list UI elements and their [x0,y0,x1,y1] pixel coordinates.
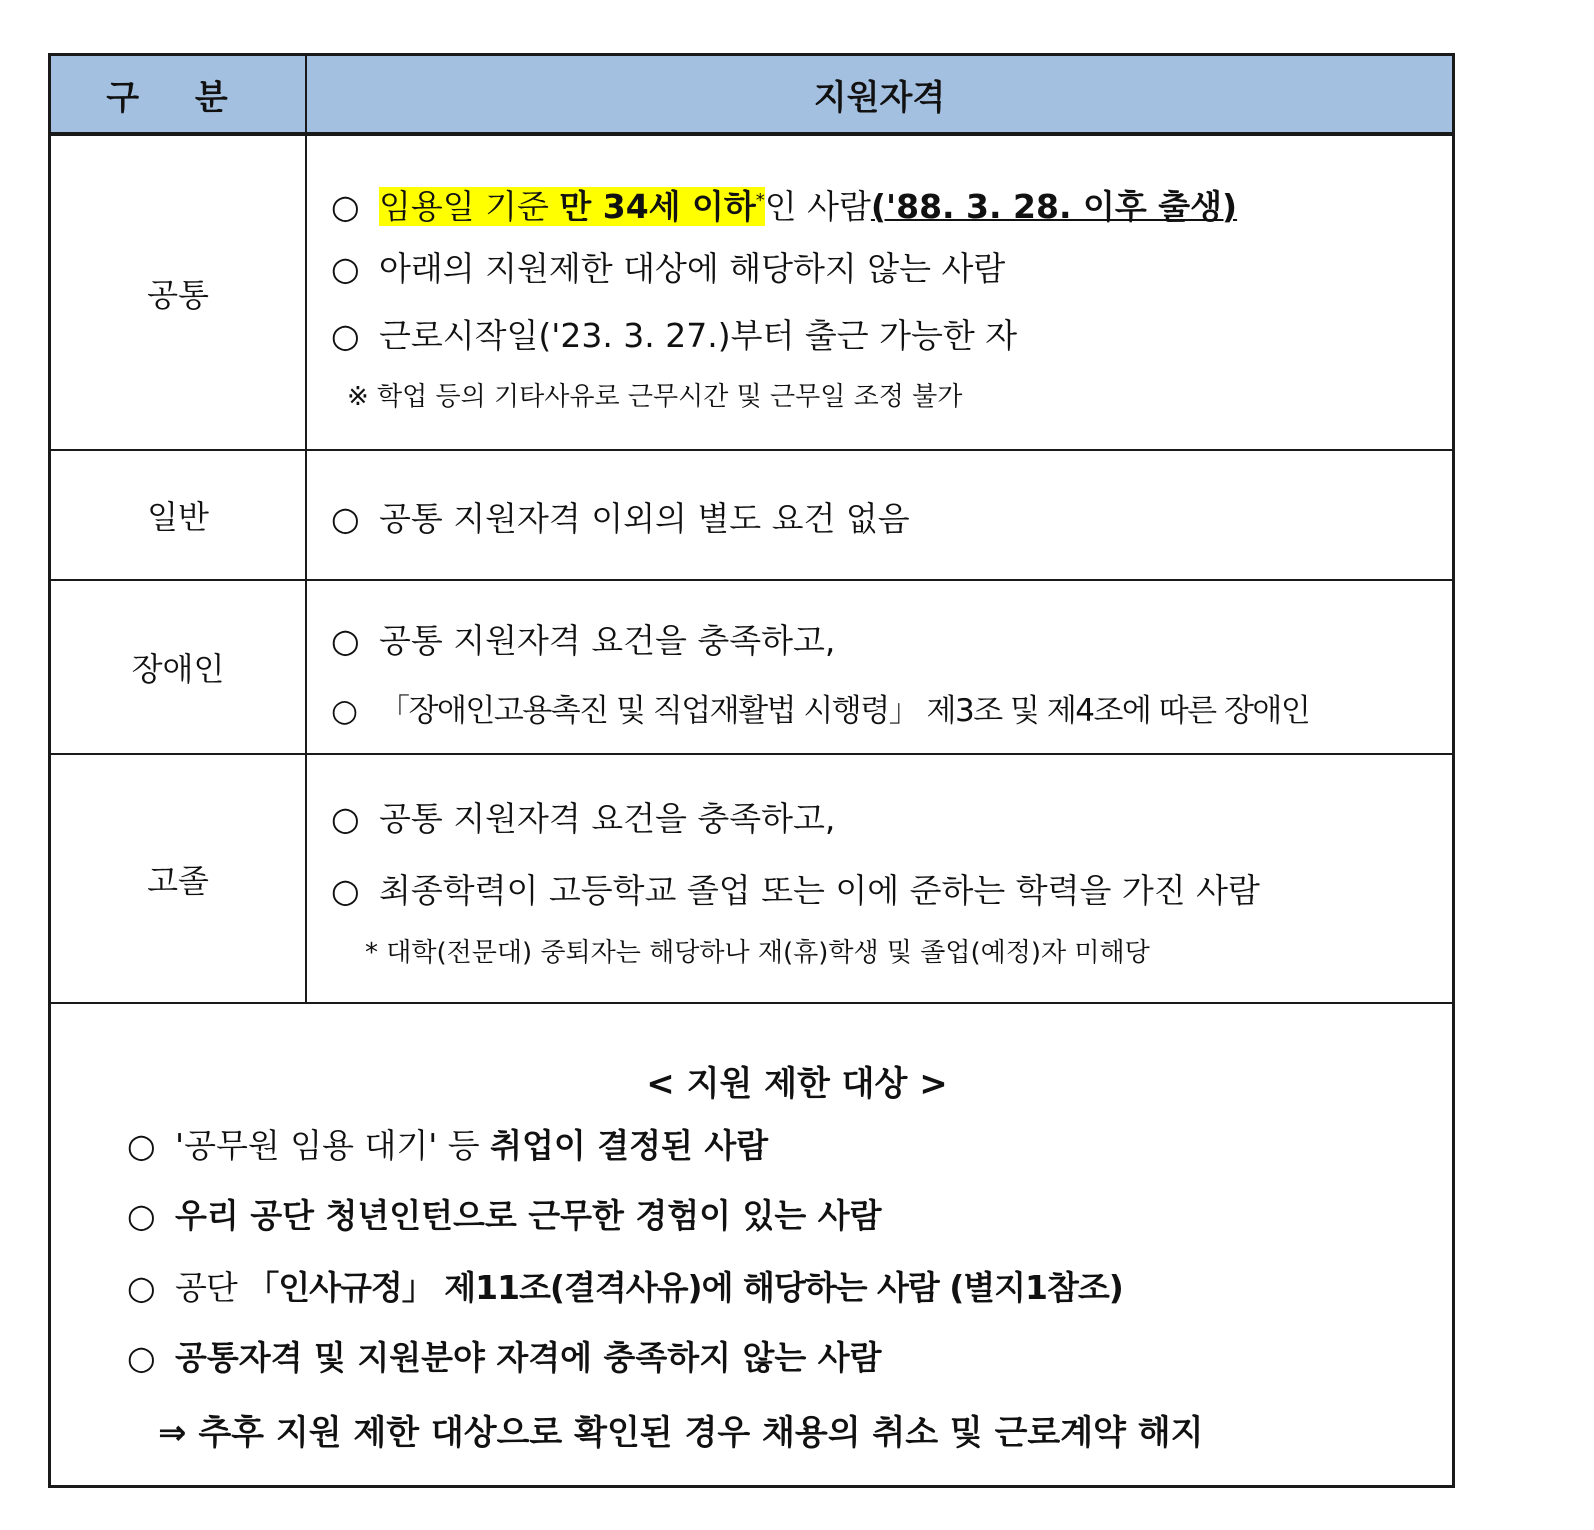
common-line-3: ○ 근로시작일('23. 3. 27.)부터 출근 가능한 자 [331,316,1018,355]
restrictions-title: < 지원 제한 대상 > [646,1064,948,1104]
restriction-item-4: ○ 공통자격 및 지원분야 자격에 충족하지 않는 사람 [127,1338,882,1377]
disabled-line-1: ○ 공통 지원자격 요건을 충족하고, [331,621,836,660]
bullet-icon: ○ [331,316,360,355]
bullet-icon: ○ [331,249,360,288]
bullet-icon: ○ [331,621,360,660]
disabled-line-2: ○ 「장애인고용촉진 및 직업재활법 시행령」 제3조 및 제4조에 따른 장애인 [331,693,1310,729]
highschool-note: * 대학(전문대) 중퇴자는 해당하나 재(휴)학생 및 졸업(예정)자 미해당 [365,938,1150,968]
bullet-icon: ○ [127,1338,156,1377]
restriction-item-2: ○ 우리 공단 청년인턴으로 근무한 경험이 있는 사람 [127,1196,882,1235]
row-label-highschool: 고졸 [51,755,307,1002]
restriction-item-3: ○ 공단 「인사규정」 제11조(결격사유)에 해당하는 사람 (별지1참조) [127,1268,1123,1307]
age-highlight: 임용일 기준 만 34세 이하* [379,187,765,226]
bullet-icon: ○ [127,1268,155,1307]
birth-date-underlined: ('88. 3. 28. 이후 출생) [870,187,1238,226]
row-label-common: 공통 [51,136,307,449]
table-row-highschool [51,755,1452,1004]
common-note: ※ 학업 등의 기타사유로 근무시간 및 근무일 조정 불가 [347,382,963,412]
common-line-2: ○ 아래의 지원제한 대상에 해당하지 않는 사람 [331,249,1006,288]
bullet-icon: ○ [331,799,360,838]
table-row-general [51,451,1452,581]
general-line-1: ○ 공통 지원자격 이외의 별도 요건 없음 [331,499,910,538]
table-row-disabled [51,581,1452,755]
highschool-line-2: ○ 최종학력이 고등학교 졸업 또는 이에 준하는 학력을 가진 사람 [331,871,1260,910]
common-line-1: ○ 임용일 기준 만 34세 이하*인 사람('88. 3. 28. 이후 출생) [331,187,1238,226]
bullet-icon: ○ [127,1126,156,1165]
row-label-disabled: 장애인 [51,581,307,753]
header-category: 구 분 [51,56,307,132]
restriction-item-1: ○ '공무원 임용 대기' 등 취업이 결정된 사람 [127,1126,769,1165]
table-row-common [51,136,1452,451]
bullet-icon: ○ [331,187,360,226]
bullet-icon: ○ [331,693,357,729]
header-eligibility: 지원자격 [813,77,946,118]
highschool-line-1: ○ 공통 지원자격 요건을 충족하고, [331,799,836,838]
bullet-icon: ○ [331,499,360,538]
restrictions-conclusion: ⇒ 추후 지원 제한 대상으로 확인된 경우 채용의 취소 및 근로계약 해지 [158,1413,1204,1453]
bullet-icon: ○ [127,1196,156,1235]
table-header [51,56,1452,136]
bullet-icon: ○ [331,871,360,910]
row-label-general: 일반 [51,451,307,579]
